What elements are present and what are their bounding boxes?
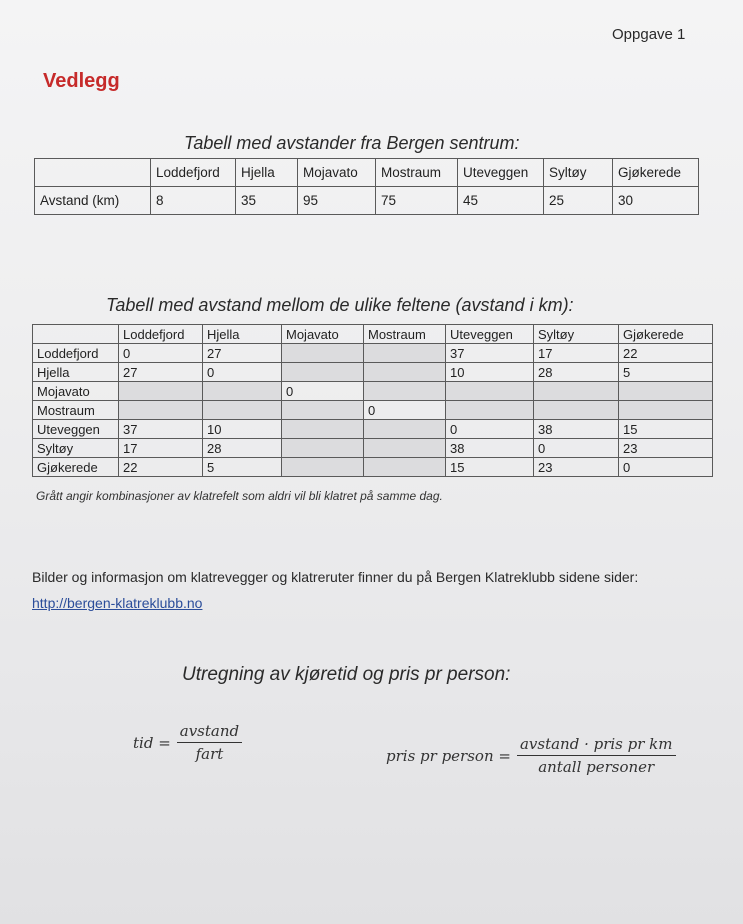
- table-cell: 28: [203, 439, 282, 458]
- table-cell: Mostraum: [364, 325, 446, 344]
- table-cell-gray: [364, 420, 446, 439]
- table-cell: [35, 159, 151, 187]
- table-cell: Mojavato: [282, 325, 364, 344]
- table-cell: 25: [544, 187, 613, 215]
- table-cell: 37: [446, 344, 534, 363]
- table-cell: 0: [619, 458, 713, 477]
- table-cell: 0: [446, 420, 534, 439]
- page-title: Vedlegg: [43, 70, 120, 92]
- table-cell: Hjella: [203, 325, 282, 344]
- table-cell-gray: [364, 382, 446, 401]
- table-cell: 0: [119, 344, 203, 363]
- time-formula: [133, 722, 242, 763]
- formula-numerator: avstand · pris pr km: [517, 735, 676, 756]
- table-cell: 0: [203, 363, 282, 382]
- table-cell: Gjøkerede: [619, 325, 713, 344]
- distance-matrix-table: [32, 324, 713, 477]
- distance-from-bergen-table: [34, 158, 699, 215]
- table-cell: Syltøy: [33, 439, 119, 458]
- info-text: Bilder og informasjon om klatrevegger og klatreruter finner du på Bergen Klatreklubb sidene sider:: [32, 569, 639, 585]
- table-cell: 38: [446, 439, 534, 458]
- table-cell: Loddefjord: [151, 159, 236, 187]
- matrix-table-title: Tabell med avstand mellom de ulike feltene (avstand i km):: [106, 295, 574, 315]
- assignment-label: Oppgave 1: [612, 26, 686, 43]
- table-cell: 15: [446, 458, 534, 477]
- table-cell: 15: [619, 420, 713, 439]
- table-cell: 0: [364, 401, 446, 420]
- table-cell: 30: [613, 187, 699, 215]
- table-cell: 5: [619, 363, 713, 382]
- table-cell-gray: [619, 401, 713, 420]
- table-row: [35, 187, 699, 215]
- table-cell: Uteveggen: [33, 420, 119, 439]
- table-cell: Hjella: [33, 363, 119, 382]
- table-cell-gray: [364, 344, 446, 363]
- table-row: [33, 458, 713, 477]
- table-cell-gray: [364, 363, 446, 382]
- table-cell-gray: [446, 382, 534, 401]
- table-cell: Mojavato: [33, 382, 119, 401]
- table-cell: 95: [298, 187, 376, 215]
- table-cell-gray: [282, 420, 364, 439]
- table-cell: 23: [534, 458, 619, 477]
- table-cell: Uteveggen: [458, 159, 544, 187]
- table-footnote: Grått angir kombinasjoner av klatrefelt som aldri vil bli klatret på samme dag.: [36, 489, 443, 503]
- table-cell-gray: [203, 382, 282, 401]
- table-cell: 27: [119, 363, 203, 382]
- table-header-row: [33, 325, 713, 344]
- table-cell-gray: [282, 458, 364, 477]
- table-cell: 75: [376, 187, 458, 215]
- table-cell: 0: [282, 382, 364, 401]
- table-cell: Gjøkerede: [613, 159, 699, 187]
- table-cell: Uteveggen: [446, 325, 534, 344]
- klatreklubb-link[interactable]: http://bergen-klatreklubb.no: [32, 595, 203, 611]
- table-cell: 22: [119, 458, 203, 477]
- table-row: [33, 363, 713, 382]
- table-row: [33, 401, 713, 420]
- table-cell: Mojavato: [298, 159, 376, 187]
- table-cell-gray: [364, 439, 446, 458]
- table-row: [33, 439, 713, 458]
- table-cell: Mostraum: [33, 401, 119, 420]
- formula-lhs: tid =: [133, 733, 171, 752]
- table-cell: 38: [534, 420, 619, 439]
- distance-table-title: Tabell med avstander fra Bergen sentrum:: [184, 133, 520, 153]
- table-row: [33, 420, 713, 439]
- formula-denominator: fart: [195, 745, 224, 763]
- table-cell-gray: [534, 382, 619, 401]
- table-cell: Mostraum: [376, 159, 458, 187]
- table-cell: 45: [458, 187, 544, 215]
- table-cell-gray: [282, 363, 364, 382]
- table-cell: 27: [203, 344, 282, 363]
- table-cell: 17: [119, 439, 203, 458]
- formula-fraction: [517, 735, 676, 776]
- table-cell: 35: [236, 187, 298, 215]
- table-cell-gray: [364, 458, 446, 477]
- table-row: [33, 382, 713, 401]
- table-row: [33, 344, 713, 363]
- table-cell: 8: [151, 187, 236, 215]
- formula-denominator: antall personer: [538, 758, 655, 776]
- table-cell: Syltøy: [534, 325, 619, 344]
- table-cell: Avstand (km): [35, 187, 151, 215]
- table-cell-gray: [282, 344, 364, 363]
- calculation-title: Utregning av kjøretid og pris pr person:: [182, 664, 511, 685]
- formula-fraction: [177, 722, 242, 763]
- table-cell: 37: [119, 420, 203, 439]
- table-cell-gray: [534, 401, 619, 420]
- table-cell-gray: [619, 382, 713, 401]
- table-cell: 28: [534, 363, 619, 382]
- table-cell: 10: [203, 420, 282, 439]
- table-cell-gray: [203, 401, 282, 420]
- table-cell: 22: [619, 344, 713, 363]
- table-cell-gray: [282, 401, 364, 420]
- table-cell: [33, 325, 119, 344]
- price-per-person-formula: [386, 735, 676, 776]
- table-cell-gray: [119, 401, 203, 420]
- table-cell-gray: [119, 382, 203, 401]
- table-cell: 17: [534, 344, 619, 363]
- table-cell-gray: [446, 401, 534, 420]
- table-cell: Loddefjord: [119, 325, 203, 344]
- formula-numerator: avstand: [177, 722, 242, 743]
- table-cell-gray: [282, 439, 364, 458]
- table-cell: 5: [203, 458, 282, 477]
- table-cell: Hjella: [236, 159, 298, 187]
- table-cell: 0: [534, 439, 619, 458]
- table-cell: Syltøy: [544, 159, 613, 187]
- table-cell: Gjøkerede: [33, 458, 119, 477]
- formula-lhs: pris pr person =: [386, 746, 511, 765]
- table-cell: 10: [446, 363, 534, 382]
- table-cell: 23: [619, 439, 713, 458]
- table-header-row: [35, 159, 699, 187]
- table-cell: Loddefjord: [33, 344, 119, 363]
